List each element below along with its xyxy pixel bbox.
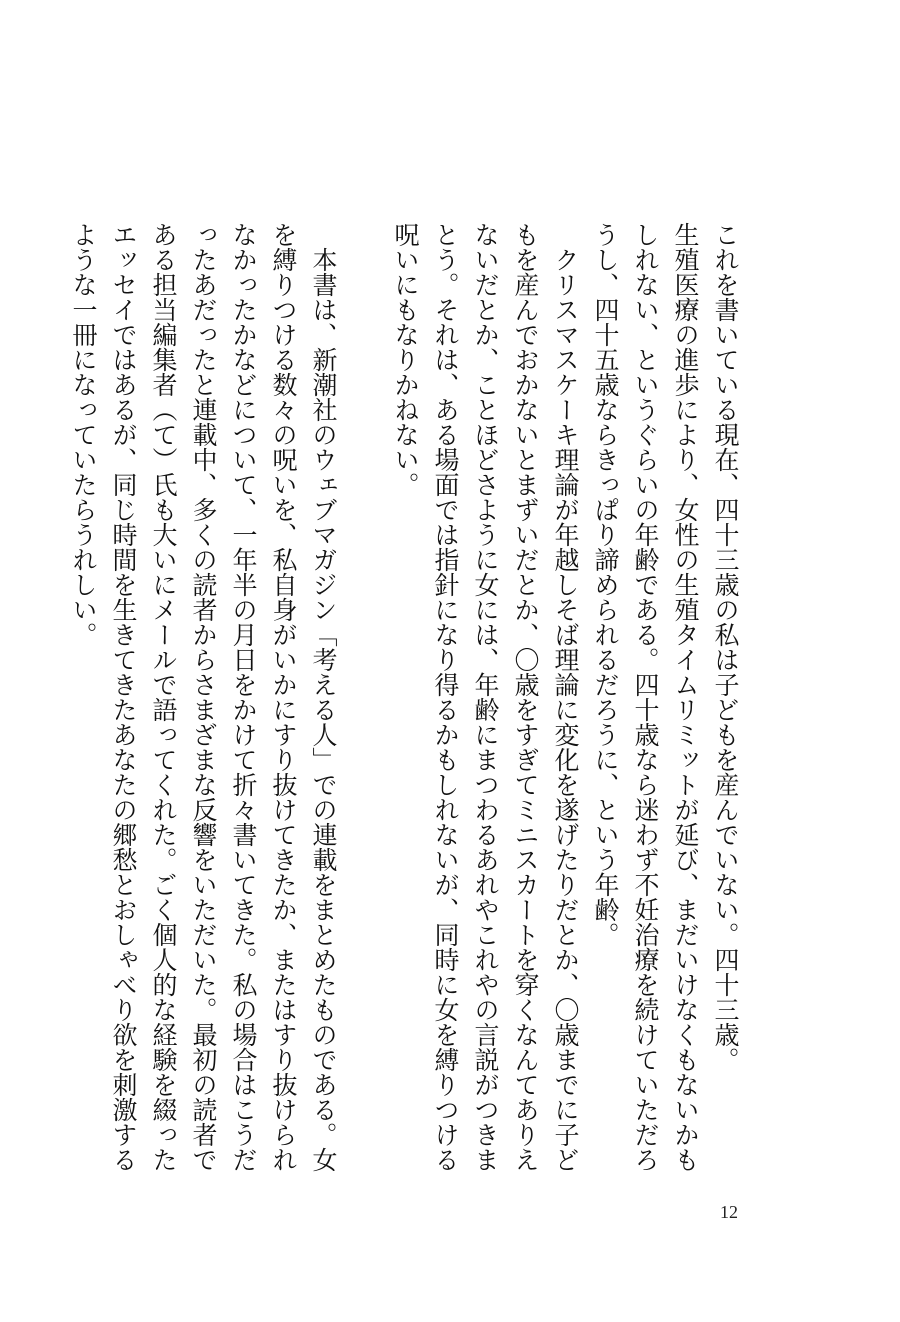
paragraph: 本書は、新潮社のウェブマガジン「考える人」での連載をまとめたものである。女を縛りつける数々の呪いを、私自身がいかにすり抜けてきたか、またはすり抜けられなかったかなどについて、一年半の月日をかけて折々書いてきた。私の場合はこうだったあだったと連載中、多くの読者からさまざまな反響をいただいた。最初の読者である担当編集者（て）氏も大いにメールで語ってくれた。ごく個人的な経験を綴ったエッセイではあるが、同じ時間を生きてきたあなたの郷愁とおしゃべり欲を刺激するような一冊になっていたらうれしい。 xyxy=(69,222,338,1172)
paragraph: 生殖医療の進歩により、女性の生殖タイムリミットが延び、まだいけなくもないかもしれない、というぐらいの年齢である。四十歳なら迷わず不妊治療を続けていただろうし、四十五歳ならきっぱり諦められるだろうに、という年齢。 xyxy=(591,222,700,1172)
text-block-upper xyxy=(355,222,745,1172)
paragraph: クリスマスケーキ理論が年越しそば理論に変化を遂げたりだとか、〇歳までに子どもを産んでおかないとまずいだとか、〇歳をすぎてミニスカートを穿くなんてありえないだとか、ことほどさように女には、年齢にまつわるあれやこれやの言説がつきまとう。それは、ある場面では指針になり得るかもしれないが、同時に女を縛りつける呪いにもなりかねない。 xyxy=(391,222,580,1172)
page-number: 12 xyxy=(720,1202,738,1222)
paragraph: これを書いている現在、四十三歳の私は子どもを産んでいない。四十三歳。 xyxy=(711,222,740,1072)
text-block-lower xyxy=(69,222,343,1172)
